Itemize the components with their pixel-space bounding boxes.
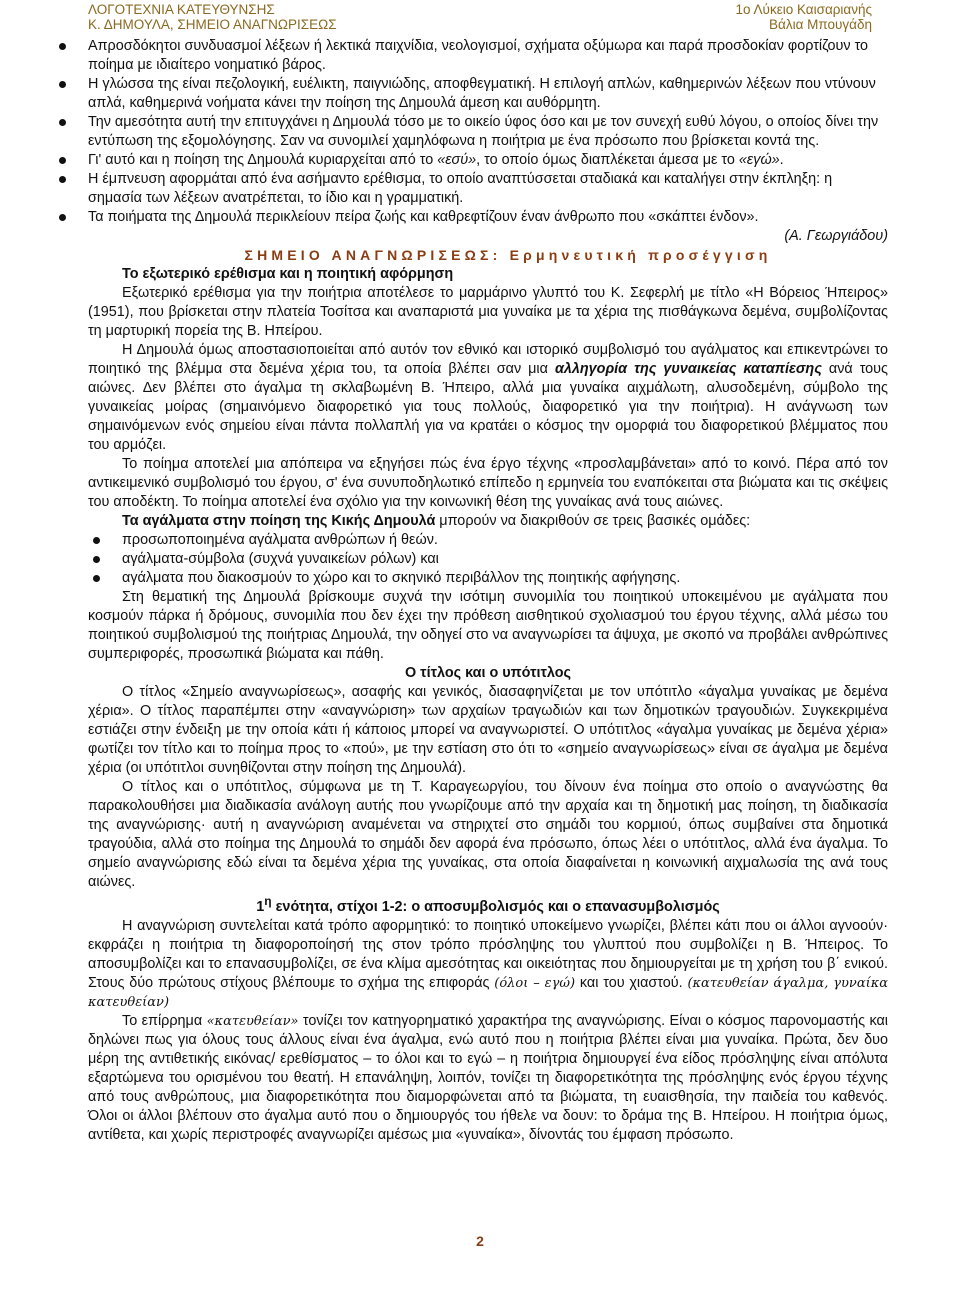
header-author: Βάλια Μπουγάδη [769,16,872,32]
list-item: προσωποποιημένα αγάλματα ανθρώπων ή θεών. [122,531,888,550]
paragraph: Ο τίτλος και ο υπότιτλος, σύμφωνα με τη Τ. Καραγεωργίου, του δίνουν ένα ποίημα στο οποίο ο αναγνώστης θα παρακολουθήσει μια διαδικασία ανάλογη αυτής που γνωρίζουμε από την αρχαία και τη δημοτική μας ποίηση, τη διαδικασία της αναγνώρισης· αυτή η αναγνώριση αναμένεται να στηριχτεί στο σημάδι του κορμιού, όπως συμβαίνει στα δημοτικά τραγούδια, αλλά στο ποίημα της Δημουλά το σημάδι δεν αφορά ένα πρόσωπο, όπως λέει ο υπότιτλος, αλλά ένα άγαλμα. Το σημείο αναγνώρισης εδώ είναι τα δεμένα χέρια της γυναίκας, στα οποία διαφαίνεται η κοινωνική αιχμαλωσία της ανά τους αιώνες. [88,779,888,890]
list-item: αγάλματα που διακοσμούν το χώρο και το σκηνικό περιβάλλον της ποιητικής αφήγησης. [122,569,888,588]
list-item: Την αμεσότητα αυτή την επιτυγχάνει η Δημουλά τόσο με το οικείο ύφος όσο και με τον συνεχή ευθύ λόγου, ο οποίος δίνει την εντύπωση της εξομολόγησης. Σαν να συνομιλεί χαμηλόφωνα η ποιήτρια με ένα πρόσωπο που βρίσκεται κοντά της. [88,113,888,151]
paragraph: Το επίρρημα «κατευθείαν» τονίζει τον κατηγορηματικό χαρακτήρα της αναγνώρισης. Είναι ο κόσμος παρονομαστής και δηλώνει πως για όλους τους άλλους είναι ένα άγαλμα, ενώ αυτό που η ποιήτρια βλέπει είναι μια γυναίκα. Πρώτα, δεν δυο μέρη της αντιθετικής εικόνας/ ερεθίσματος – το όλοι και το εγώ – η ποιήτρια δημιουργεί ένα είδος πρόσληψης είναι απόλυτα εξαρτώμενα του ορισμένου του θεατή. Η επανάληψη, λοιπόν, τονίζει τη διαφορετικότητα της πρόσληψης ενός έργου τέχνης από τους ανθρώπους, μια διαφορετικότητα που διαμορφώνεται από τα βιώματα, τη ευαισθησία, την παιδεία του καθενός. Όλοι οι άλλοι βλέπουν στο άγαλμα αυτό που ο δημιουργός του ήθελε να δουν: το δράμα της Β. Ηπείρου. Η ποιήτρια όμως, αντίθετα, και χωρίς περιστροφές αναγνωρίζει αμέσως μια «γυναίκα», δίνοντάς του έμφαση πρόσωπο. [88,1012,888,1143]
subheading: Το εξωτερικό ερέθισμα και η ποιητική αφόρμηση [122,266,454,282]
document-body [88,37,888,1145]
statue-groups-list [88,531,888,588]
section-title: ΣΗΜΕΙΟ ΑΝΑΓΝΩΡΙΣΕΩΣ: Ερμηνευτική προσέγγιση [244,247,772,263]
list-item: Γι' αυτό και η ποίηση της Δημουλά κυριαρχείται από το «εσύ», το οποίο όμως διαπλέκεται άμεσα με το «εγώ». [88,151,888,170]
subheading: $1^\eta$ ενότητα, στίχοι 1-2: ο αποσυμβολισμός και ο επανασυμβολισμός [256,894,720,915]
list-item: αγάλματα-σύμβολα (συχνά γυναικείων ρόλων) και [122,550,888,569]
paragraph: Η αναγνώριση συντελείται κατά τρόπο αφορμητικό: το ποιητικό υποκείμενο γνωρίζει, βλέπει κάτι που οι άλλοι αγνοούν· εκφράζει η ποιήτρια τη διαφοροποίησή της στον τρόπο πρόσληψης του γλυπτού που συμβολίζει η Β. Ήπειρος. Το αποσυμβολίζει και το επανασυμβολίζει, σε ένα κλίμα αμεσότητας και οικειότητας που δημιουργείται με τη χρήση του β΄ ενικού. Στους δύο πρώτους στίχους βλέπουμε το σχήμα της επιφοράς (όλοι – εγώ) και του χιαστού. (κατευθείαν άγαλμα, γυναίκα κατευθείαν) [88,917,888,1010]
page-header [88,3,872,32]
header-course: ΛΟΓΟΤΕΧΝΙΑ ΚΑΤΕΥΘΥΝΣΗΣ [88,2,275,17]
features-list [88,37,888,227]
header-school: 1ο Λύκειο Καισαριανής [735,2,872,17]
subheading: Ο τίτλος και ο υπότιτλος [404,665,572,681]
paragraph: Το ποίημα αποτελεί μια απόπειρα να εξηγήσει πώς ένα έργο τέχνης «προσλαμβάνεται» από το κοινό. Πέρα από τον αντικειμενικό συμβολισμό του έργου, σ' ένα συνυποδηλωτικό επίπεδο η ερμηνεία του εναπόκειται στα βιώματα και τις σκέψεις του αποδέκτη. Το ποίημα αποτελεί ένα σχόλιο για την κοινωνική θέση της γυναίκας ανά τους αιώνες. [88,456,888,510]
paragraph: Τα αγάλματα στην ποίηση της Κικής Δημουλά μπορούν να διακριθούν σε τρεις βασικές ομάδες: [122,513,751,529]
list-item: Η γλώσσα της είναι πεζολογική, ευέλικτη, παιγνιώδης, αποφθεγματική. Η επιλογή απλών, καθημερινών λέξεων που ντύνουν απλά, καθημερινά νοήματα κάνει την ποίηση της Δημουλά άμεση και αυθόρμητη. [88,75,888,113]
paragraph: Η Δημουλά όμως αποστασιοποιείται από αυτόν τον εθνικό και ιστορικό συμβολισμό του αγάλματος και επικεντρώνει το ποιητικό της βλέμμα στα δεμένα χέρια του, τα οποία βλέπει σαν μια αλληγορία της γυναικείας καταπίεσης ανά τους αιώνες. Δεν βλέπει στο άγαλμα τη σκλαβωμένη Β. Ήπειρο, αλλά μια γυναίκα αιχμάλωτη, αλυσοδεμένη, σύμβολο της γυναικείας μοίρας (σημαινόμενο διαφορετικό για τους πολλούς, διαφορετικό για την ποιήτρια). Η ανάγνωση των σημαινόμενων ενός σημείου είναι πάντα πολλαπλή για να κρατάει ο κόσμος την ομορφιά του διαφορετικού βλέμματος που του αρμόζει. [88,342,888,453]
header-topic: Κ. ΔΗΜΟΥΛΑ, ΣΗΜΕΙΟ ΑΝΑΓΝΩΡΙΣΕΩΣ [88,16,337,32]
list-item: Η έμπνευση αφορμάται από ένα ασήμαντο ερέθισμα, το οποίο αναπτύσσεται σταδιακά και καταλήγει στην έκπληξη: η σημασία των λέξεων ανατρέπεται, το ίδιο και η γραμματική. [88,170,888,208]
paragraph: Εξωτερικό ερέθισμα για την ποιήτρια αποτέλεσε το μαρμάρινο γλυπτό του Κ. Σεφερλή με τίτλο «Η Βόρειος Ήπειρος» (1951), που βρίσκεται στην πλατεία Τοσίτσα και αναπαριστά μια γυναίκα με τα χέρια της πισθάγκωνα δεμένα, συμβολίζοντας τη μαρτυρική πορεία της Β. Ηπείρου. [88,285,888,339]
paragraph: Στη θεματική της Δημουλά βρίσκουμε συχνά την ισότιμη συνομιλία του ποιητικού υποκειμένου με αγάλματα που κοσμούν πάρκα ή δρόμους, συνομιλία που δεν έχει την πρόθεση αισθητικού σχολιασμού του έργου τέχνης, αλλά μέσω του ποιητικού συμβολισμού της ποιήτριας Δημουλά, την οδηγεί στο να αναγνωρίσει τα άψυχα, με σκοπό να προβάλει ανθρώπινες συμπεριφορές, προσωπικά βιώματα και πάθη. [88,589,888,662]
list-item: Απροσδόκητοι συνδυασμοί λέξεων ή λεκτικά παιχνίδια, νεολογισμοί, σχήματα οξύμωρα και παρά προσδοκίαν φορτίζουν το ποίημα με ιδιαίτερο νοηματικό βάρος. [88,37,888,75]
list-item: Τα ποιήματα της Δημουλά περικλείουν πείρα ζωής και καθρεφτίζουν έναν άνθρωπο που «σκάπτει ένδον». [88,208,888,227]
paragraph: Ο τίτλος «Σημείο αναγνωρίσεως», ασαφής και γενικός, διασαφηνίζεται με τον υπότιτλο «άγαλμα γυναίκας με δεμένα χέρια». Ο τίτλος παραπέμπει στην «αναγνώριση» των αρχαίων τραγωδιών και των δημοτικών τραγουδιών. Συγκεκριμένα εστιάζει στην ένδειξη με την οποία κάτι ή κάποιος μπορεί να αναγνωριστεί. Ο υπότιτλος «άγαλμα γυναίκας με δεμένα χέρια» φωτίζει τον τίτλο και το ποίημα προς το «πού», με την εστίαση στο ότι το «σημείο αναγνωρίσεως» είναι σε άγαλμα με δεμένα χέρια (οι υπότιτλοι συνηθίζονται στην ποίηση της Δημουλά). [88,684,888,776]
attribution: (Α. Γεωργιάδου) [784,228,888,244]
page-number: 2 [476,1233,484,1249]
